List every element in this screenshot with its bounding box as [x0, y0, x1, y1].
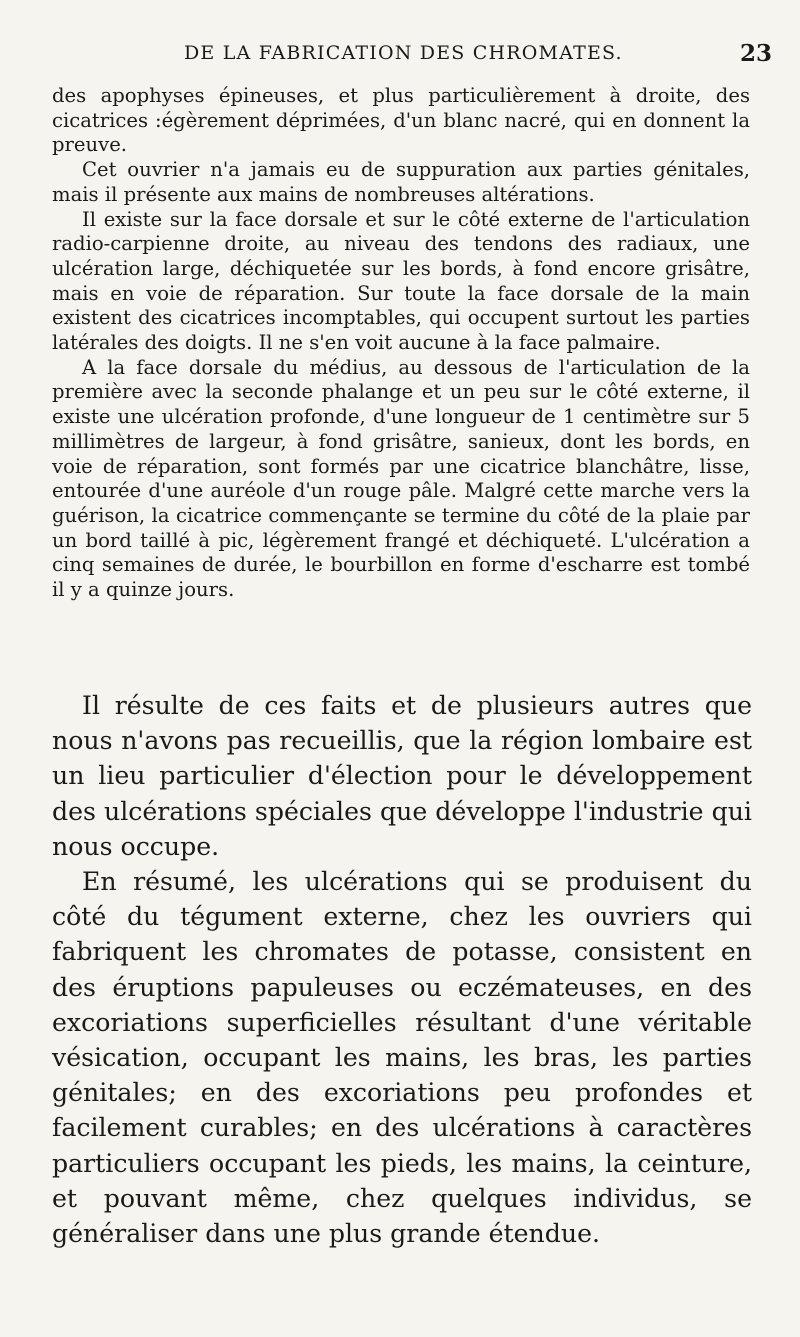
paragraph: A la face dorsale du médius, au dessous de l'articulation de la première avec la seconde phalange et un peu sur le côté externe, il existe une ulcération profonde, d'une longueur de 1 centimètre sur 5 millimètres de largeur, à fond grisâtre, sanieux, dont les bords, en voie de réparation, sont formés par une cicatrice blanchâtre, lisse, entourée d'une auréole d'un rouge pâle. Malgré cette marche vers la guérison, la cicatrice commençante se termine du côté de la plaie par un bord taillé à pic, légèrement frangé et déchiqueté. L'ulcération a cinq semaines de durée, le bourbillon en forme d'escharre est tombé il y a quinze jours.	[52, 355, 750, 602]
case-observation-text	[52, 84, 750, 603]
conclusion-text	[52, 688, 752, 1251]
page-number: 23	[739, 40, 772, 67]
paragraph: En résumé, les ulcérations qui se produisent du côté du tégument externe, chez les ouvriers qui fabriquent les chromates de potasse, consistent en des éruptions papuleuses ou eczémateuses, en des excoriations superficielles résultant d'une véritable vésication, occupant les mains, les bras, les parties génitales; en des excoriations peu profondes et facilement curables; en des ulcérations à caractères particuliers occupant les pieds, les mains, la ceinture, et pouvant même, chez quelques individus, se généraliser dans une plus grande étendue.	[52, 867, 752, 1249]
running-header	[52, 42, 772, 72]
paragraph: Cet ouvrier n'a jamais eu de suppuration aux parties génitales, mais il présente aux mains de nombreuses altérations.	[52, 158, 750, 206]
paragraph: Il résulte de ces faits et de plusieurs autres que nous n'avons pas recueillis, que la région lombaire est un lieu particulier d'élection pour le développement des ulcérations spéciales que développe l'industrie qui nous occupe.	[52, 691, 752, 861]
running-title: DE LA FABRICATION DES CHROMATES.	[184, 42, 623, 64]
paragraph: Il existe sur la face dorsale et sur le côté externe de l'articulation radio-carpienne droite, au niveau des tendons des radiaux, une ulcération large, déchiquetée sur les bords, à fond encore grisâtre, mais en voie de réparation. Sur toute la face dorsale de la main existent des cicatrices incomptables, qui occupent surtout les parties latérales des doigts. Il ne s'en voit aucune à la face palmaire.	[52, 207, 750, 355]
paragraph: des apophyses épineuses, et plus particulièrement à droite, des cicatrices :égèrement déprimées, d'un blanc nacré, qui en donnent la preuve.	[52, 84, 750, 157]
